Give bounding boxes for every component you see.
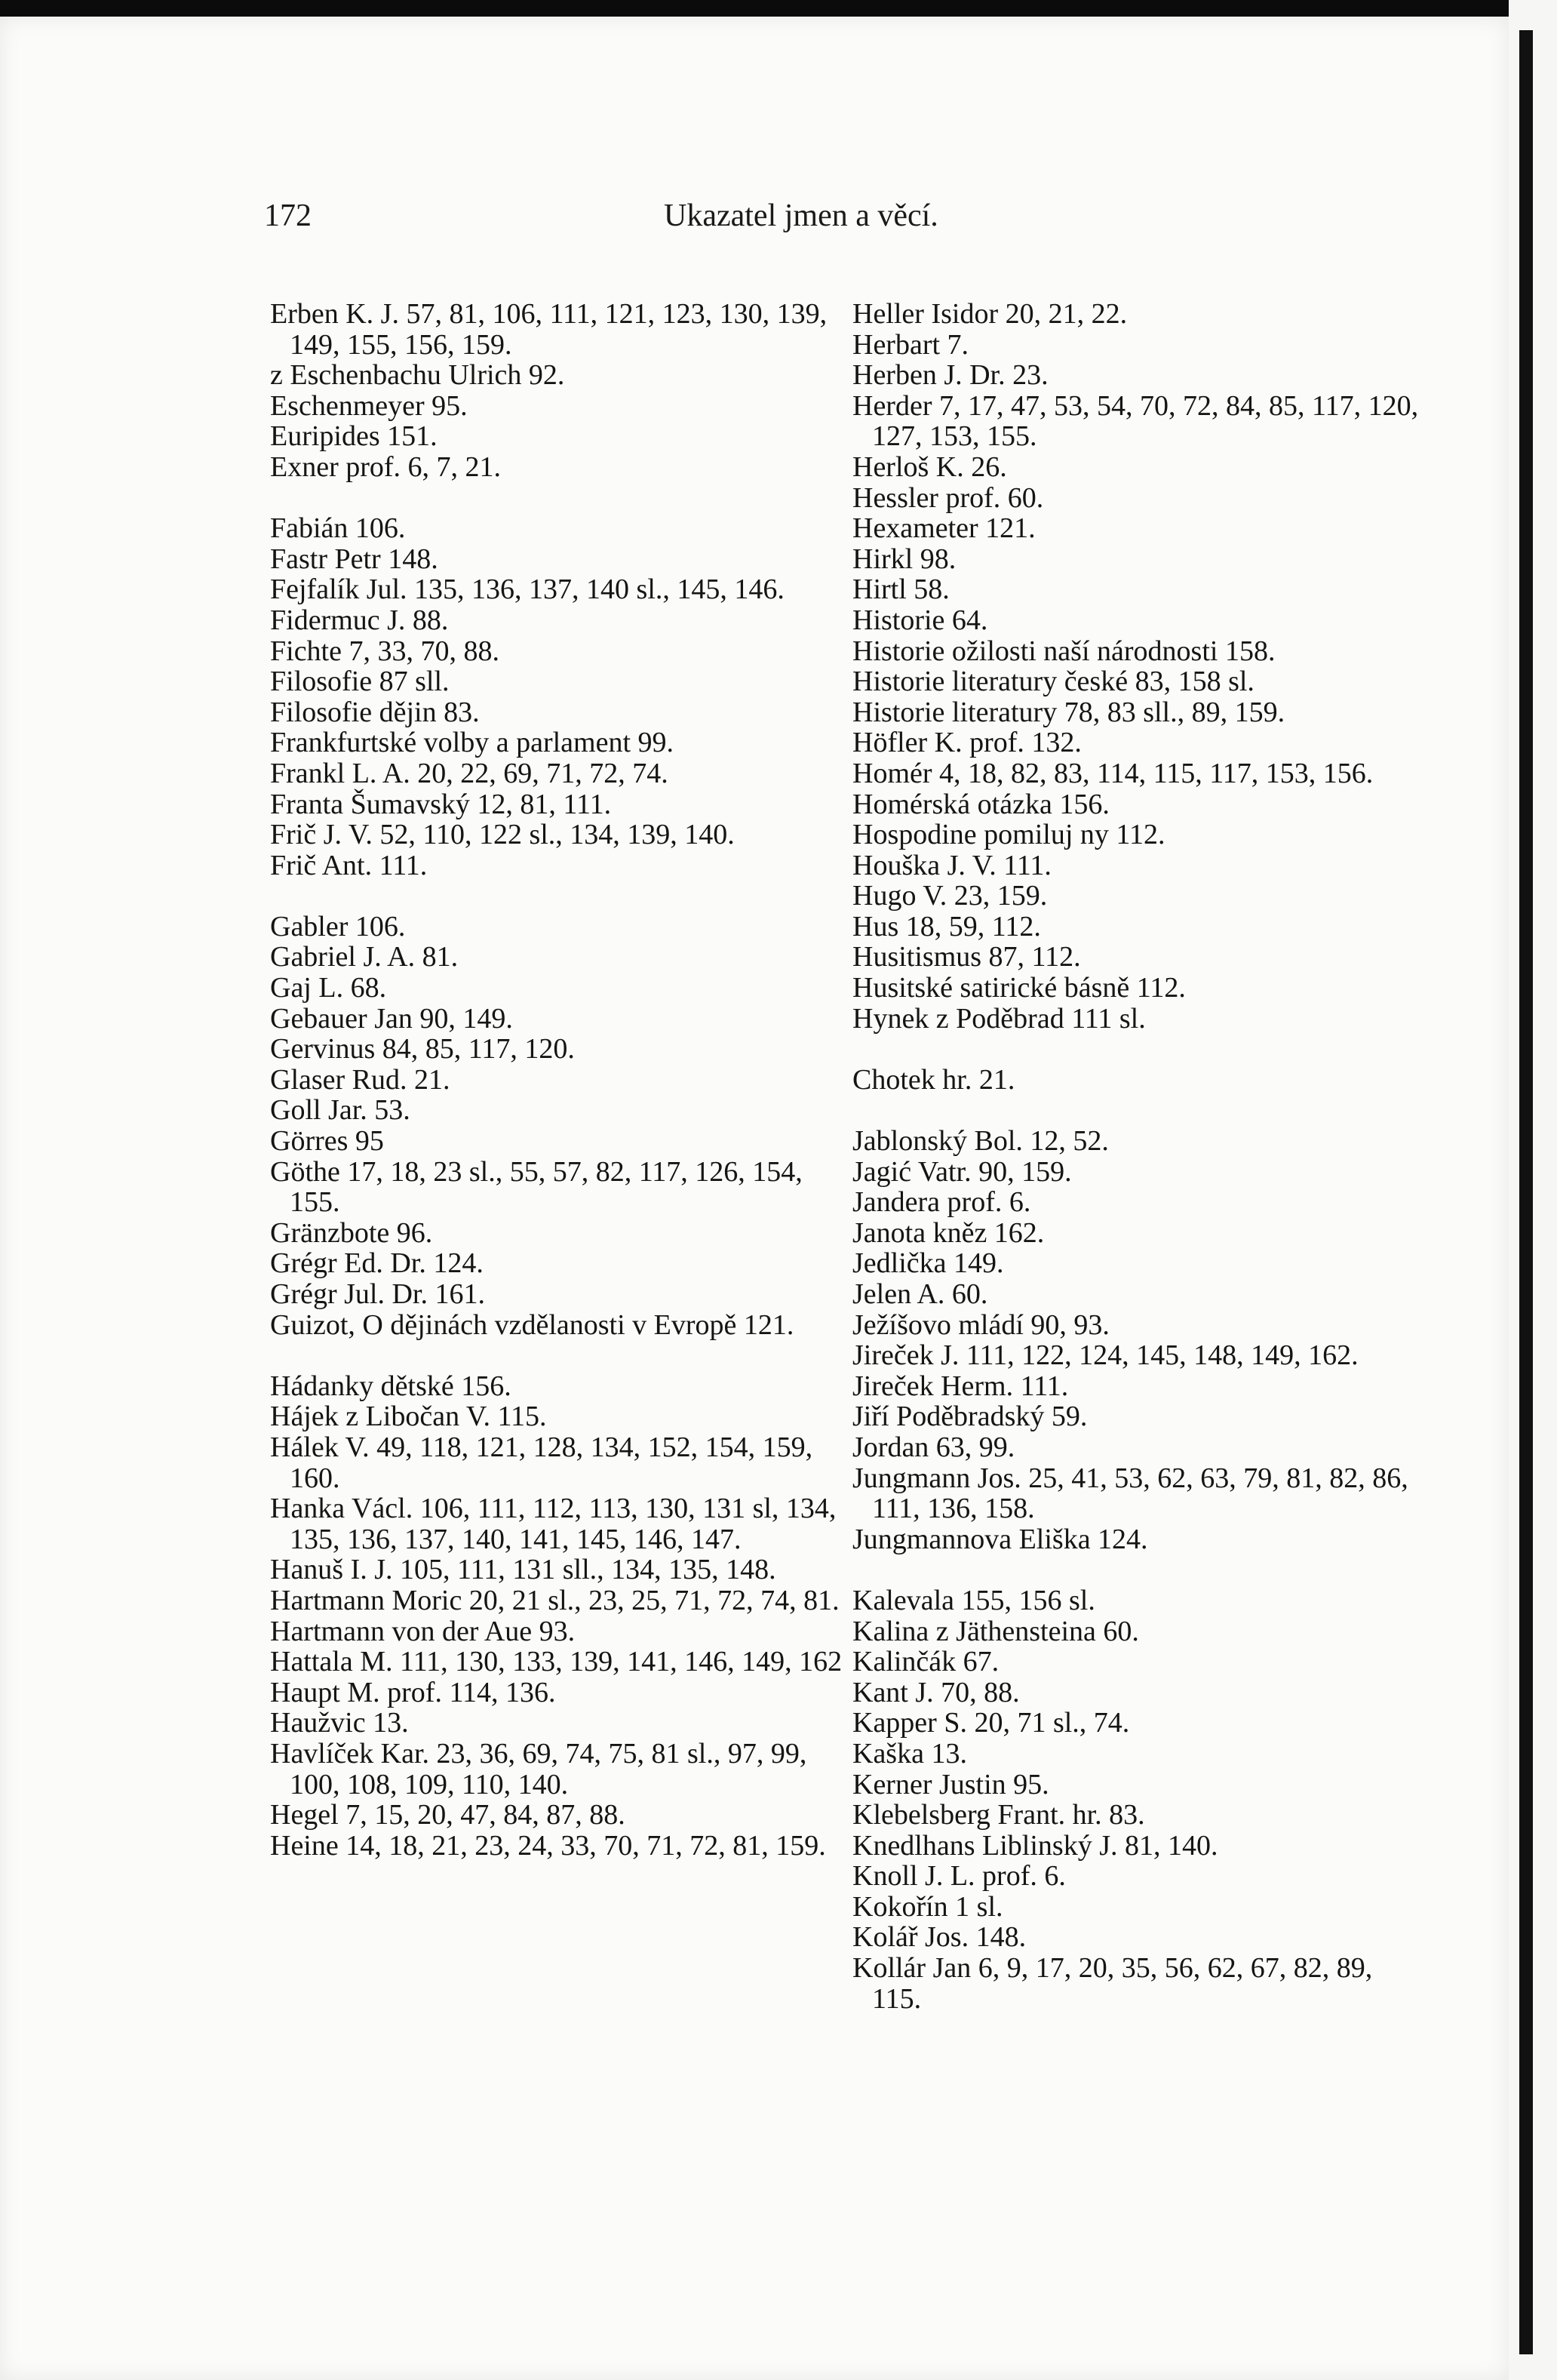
index-entry: Historie literatury 78, 83 sll., 89, 159. — [852, 696, 1285, 728]
index-entry: Erben K. J. 57, 81, 106, 111, 121, 123, 130, 139, 149, 155, 156, 159. — [270, 298, 834, 361]
index-entry: Fastr Petr 148. — [270, 543, 438, 575]
index-entry: Frankfurtské volby a parlament 99. — [270, 727, 674, 759]
index-entry: Herloš K. 26. — [852, 450, 1007, 483]
index-entry: Görres 95 — [270, 1125, 384, 1158]
index-entry: Frič J. V. 52, 110, 122 sl., 134, 139, 140. — [270, 819, 735, 851]
index-entry: Fichte 7, 33, 70, 88. — [270, 635, 499, 667]
index-entry: Fabián 106. — [270, 512, 406, 545]
index-entry: Haupt M. prof. 114, 136. — [270, 1676, 556, 1708]
index-entry: Kalina z Jäthensteina 60. — [852, 1615, 1139, 1647]
index-entry: Frič Ant. 111. — [270, 849, 428, 881]
index-entry: Kerner Justin 95. — [852, 1768, 1049, 1800]
index-entry: Gervinus 84, 85, 117, 120. — [270, 1033, 575, 1065]
index-entry: Jireček J. 111, 122, 124, 145, 148, 149, 162. — [852, 1339, 1359, 1372]
index-entry: Herbart 7. — [852, 328, 969, 361]
index-entry: Hus 18, 59, 112. — [852, 910, 1041, 942]
index-entry: Jiří Poděbradský 59. — [852, 1401, 1088, 1433]
index-entry: Herben J. Dr. 23. — [852, 359, 1049, 392]
index-entry: Klebelsberg Frant. hr. 83. — [852, 1799, 1145, 1831]
index-column-right — [852, 299, 1426, 2014]
section-gap — [852, 1034, 1426, 1065]
index-entry: Gabriel J. A. 81. — [270, 941, 459, 973]
index-entry: Fidermuc J. 88. — [270, 604, 449, 636]
section-gap — [852, 1554, 1426, 1585]
index-entry: Kalevala 155, 156 sl. — [852, 1584, 1095, 1616]
index-entry: Jordan 63, 99. — [852, 1431, 1015, 1463]
index-entry: Gabler 106. — [270, 910, 406, 942]
index-entry: Haužvic 13. — [270, 1707, 409, 1739]
index-entry: Guizot, O dějinách vzdělanosti v Evropě 121. — [270, 1308, 794, 1341]
index-entry: Havlíček Kar. 23, 36, 69, 74, 75, 81 sl., 97, 99, 100, 108, 109, 110, 140. — [270, 1737, 814, 1800]
index-entry: Historie 64. — [852, 604, 988, 636]
index-entry: Hájek z Libočan V. 115. — [270, 1401, 547, 1433]
index-entry: Kant J. 70, 88. — [852, 1676, 1020, 1708]
index-entry: Husitské satirické básně 112. — [852, 972, 1186, 1004]
scan-edge — [1509, 0, 1557, 2380]
index-entry: Hegel 7, 15, 20, 47, 84, 87, 88. — [270, 1799, 625, 1831]
index-entry: Jireček Herm. 111. — [852, 1370, 1069, 1402]
index-entry: Goll Jar. 53. — [270, 1094, 410, 1127]
index-entry: Hirtl 58. — [852, 573, 950, 606]
index-entry: Historie ožilosti naší národnosti 158. — [852, 635, 1276, 667]
index-entry: Chotek hr. 21. — [852, 1063, 1015, 1096]
index-column-left — [270, 299, 843, 1861]
running-title: Ukazatel jmen a věcí. — [664, 198, 938, 233]
index-entry: Hynek z Poděbrad 111 sl. — [852, 1002, 1146, 1035]
index-entry: Jandera prof. 6. — [852, 1186, 1031, 1219]
index-entry: Historie literatury české 83, 158 sl. — [852, 666, 1255, 698]
index-entry: Hexameter 121. — [852, 512, 1036, 545]
index-entry: Kollár Jan 6, 9, 17, 20, 35, 56, 62, 67, 82, 89, 115. — [852, 1952, 1380, 2015]
index-entry: Gebauer Jan 90, 149. — [270, 1002, 513, 1035]
index-entry: Hattala M. 111, 130, 133, 139, 141, 146, 149, 162 — [270, 1646, 843, 1678]
index-entry: Filosofie dějin 83. — [270, 696, 480, 728]
index-entry: Jelen A. 60. — [852, 1278, 988, 1310]
index-entry: Houška J. V. 111. — [852, 849, 1052, 881]
index-entry: Jagić Vatr. 90, 159. — [852, 1155, 1072, 1188]
section-gap — [852, 1095, 1426, 1126]
index-entry: Fejfalík Jul. 135, 136, 137, 140 sl., 145, 146. — [270, 573, 785, 606]
index-entry: Hanka Václ. 106, 111, 112, 113, 130, 131 sl, 134, 135, 136, 137, 140, 141, 145, 146, 147. — [270, 1493, 843, 1555]
index-entry: Euripides 151. — [270, 420, 438, 453]
index-entry: Kapper S. 20, 71 sl., 74. — [852, 1707, 1130, 1739]
index-entry: Heine 14, 18, 21, 23, 24, 33, 70, 71, 72, 81, 159. — [270, 1829, 826, 1862]
index-entry: Hádanky dětské 156. — [270, 1370, 511, 1402]
binding-shadow — [1519, 30, 1533, 2354]
index-entry: Grégr Jul. Dr. 161. — [270, 1278, 485, 1310]
index-entry: Frankl L. A. 20, 22, 69, 71, 72, 74. — [270, 757, 668, 789]
index-entry: Knedlhans Liblinský J. 81, 140. — [852, 1829, 1218, 1862]
index-entry: Grégr Ed. Dr. 124. — [270, 1247, 484, 1280]
page-number: 172 — [264, 198, 312, 233]
section-gap — [270, 881, 843, 912]
index-entry: Höfler K. prof. 132. — [852, 727, 1082, 759]
index-entry: Hirkl 98. — [852, 543, 957, 575]
index-entry: Jablonský Bol. 12, 52. — [852, 1125, 1109, 1158]
index-entry: Herder 7, 17, 47, 53, 54, 70, 72, 84, 85, 117, 120, 127, 153, 155. — [852, 389, 1426, 453]
page-header — [264, 198, 1396, 243]
index-entry: Husitismus 87, 112. — [852, 941, 1081, 973]
index-entry: Hartmann Moric 20, 21 sl., 23, 25, 71, 72, 74, 81. — [270, 1584, 840, 1616]
index-entry: Franta Šumavský 12, 81, 111. — [270, 788, 612, 820]
section-gap — [270, 1340, 843, 1371]
index-entry: Kaška 13. — [852, 1737, 967, 1770]
index-entry: Hessler prof. 60. — [852, 481, 1044, 514]
index-entry: Gaj L. 68. — [270, 972, 387, 1004]
index-entry: Jungmannova Eliška 124. — [852, 1523, 1148, 1555]
index-entry: Göthe 17, 18, 23 sl., 55, 57, 82, 117, 126, 154, 155. — [270, 1155, 810, 1219]
index-entry: Homér 4, 18, 82, 83, 114, 115, 117, 153, 156. — [852, 757, 1374, 789]
index-entry: Heller Isidor 20, 21, 22. — [852, 298, 1128, 330]
index-entry: Hospodine pomiluj ny 112. — [852, 819, 1165, 851]
index-entry: Eschenmeyer 95. — [270, 389, 468, 422]
index-entry: Jungmann Jos. 25, 41, 53, 62, 63, 79, 81, 82, 86, 111, 136, 158. — [852, 1462, 1416, 1525]
index-entry: Filosofie 87 sll. — [270, 666, 450, 698]
index-entry: Janota kněz 162. — [852, 1216, 1045, 1249]
index-entry: Hanuš I. J. 105, 111, 131 sll., 134, 135, 148. — [270, 1554, 776, 1586]
index-entry: Knoll J. L. prof. 6. — [852, 1860, 1066, 1893]
index-entry: Hartmann von der Aue 93. — [270, 1615, 576, 1647]
index-entry: Glaser Rud. 21. — [270, 1063, 450, 1096]
index-entry: z Eschenbachu Ulrich 92. — [270, 359, 565, 392]
index-entry: Kolář Jos. 148. — [852, 1921, 1027, 1954]
index-entry: Hálek V. 49, 118, 121, 128, 134, 152, 154, 159, 160. — [270, 1431, 820, 1494]
index-entry: Kalinčák 67. — [852, 1646, 1000, 1678]
index-entry: Hugo V. 23, 159. — [852, 880, 1048, 912]
index-entry: Exner prof. 6, 7, 21. — [270, 450, 502, 483]
index-entry: Gränzbote 96. — [270, 1216, 433, 1249]
index-entry: Kokořín 1 sl. — [852, 1890, 1003, 1923]
index-entry: Ježíšovo mládí 90, 93. — [852, 1308, 1110, 1341]
section-gap — [270, 483, 843, 514]
index-entry: Homérská otázka 156. — [852, 788, 1110, 820]
index-entry: Jedlička 149. — [852, 1247, 1004, 1280]
